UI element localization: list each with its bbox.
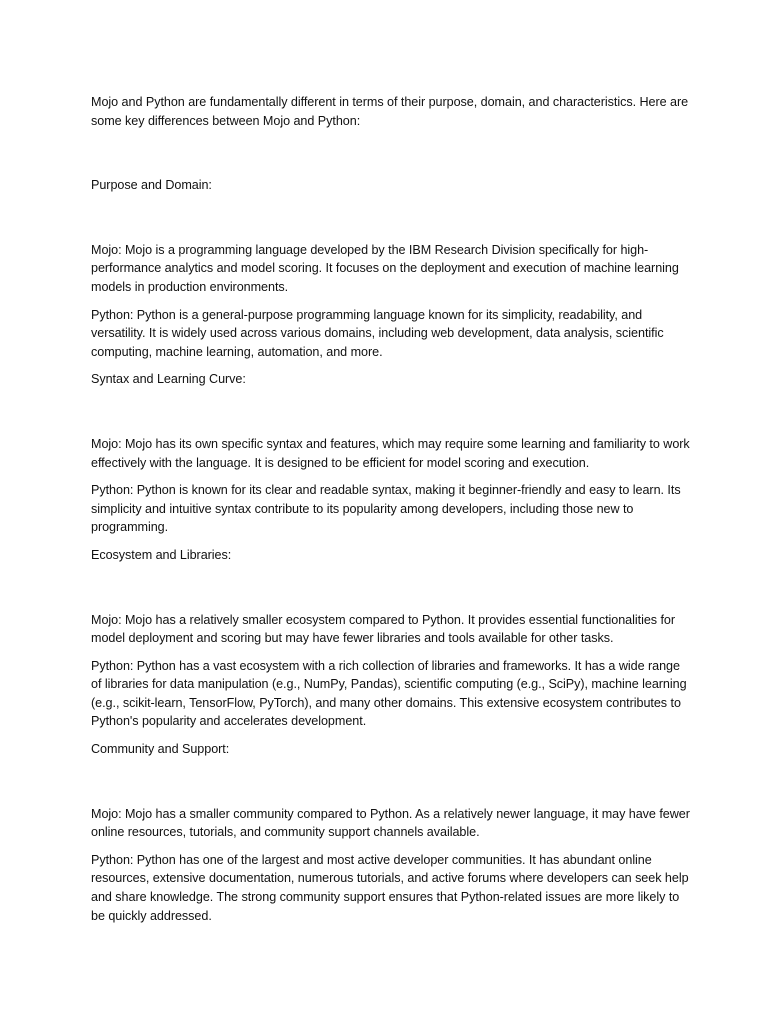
mojo-paragraph-purpose: Mojo: Mojo is a programming language developed by the IBM Research Division specifically for high-performance analytics and model scoring. It focuses on the deployment and execution of machine learning models in production environments. bbox=[91, 242, 679, 294]
mojo-paragraph-community: Mojo: Mojo has a smaller community compared to Python. As a relatively newer language, it may have fewer online resources, tutorials, and community support channels available. bbox=[91, 806, 690, 840]
mojo-paragraph-ecosystem: Mojo: Mojo has a relatively smaller ecosystem compared to Python. It provides essential functionalities for model deployment and scoring but may have fewer libraries and tools available for other tasks. bbox=[91, 612, 676, 646]
python-paragraph-community: Python: Python has one of the largest and most active developer communities. It has abundant online resources, extensive documentation, numerous tutorials, and active forums where developers can seek help and share knowledge. The strong community support ensures that Python-related issues are more likely to be quickly addressed. bbox=[91, 852, 689, 923]
python-paragraph-syntax: Python: Python is known for its clear and readable syntax, making it beginner-friendly and easy to learn. Its simplicity and intuitive syntax contribute to its popularity among developers, including those new to programming. bbox=[91, 483, 681, 535]
section-heading-purpose: Purpose and Domain: bbox=[91, 178, 212, 193]
section-heading-ecosystem: Ecosystem and Libraries: bbox=[91, 547, 232, 562]
document-body bbox=[91, 93, 691, 934]
section-heading-syntax: Syntax and Learning Curve: bbox=[91, 372, 246, 387]
mojo-paragraph-syntax: Mojo: Mojo has its own specific syntax and features, which may require some learning and familiarity to work effectively with the language. It is designed to be efficient for model scoring and execution. bbox=[91, 436, 690, 470]
intro-paragraph: Mojo and Python are fundamentally different in terms of their purpose, domain, and characteristics. Here are some key differences between Mojo and Python: bbox=[91, 95, 689, 128]
section-heading-community: Community and Support: bbox=[91, 742, 230, 757]
python-paragraph-ecosystem: Python: Python has a vast ecosystem with a rich collection of libraries and frameworks. It has a wide range of libraries for data manipulation (e.g., NumPy, Pandas), scientific computing (e.g., SciPy), machine learning (e.g., scikit-learn, TensorFlow, PyTorch), and many other domains. This extensive ecosystem contributes to Python's popularity and accelerates development. bbox=[91, 658, 687, 729]
python-paragraph-purpose: Python: Python is a general-purpose programming language known for its simplicity, readability, and versatility. It is widely used across various domains, including web development, data analysis, scientific computing, machine learning, automation, and more. bbox=[91, 307, 664, 359]
